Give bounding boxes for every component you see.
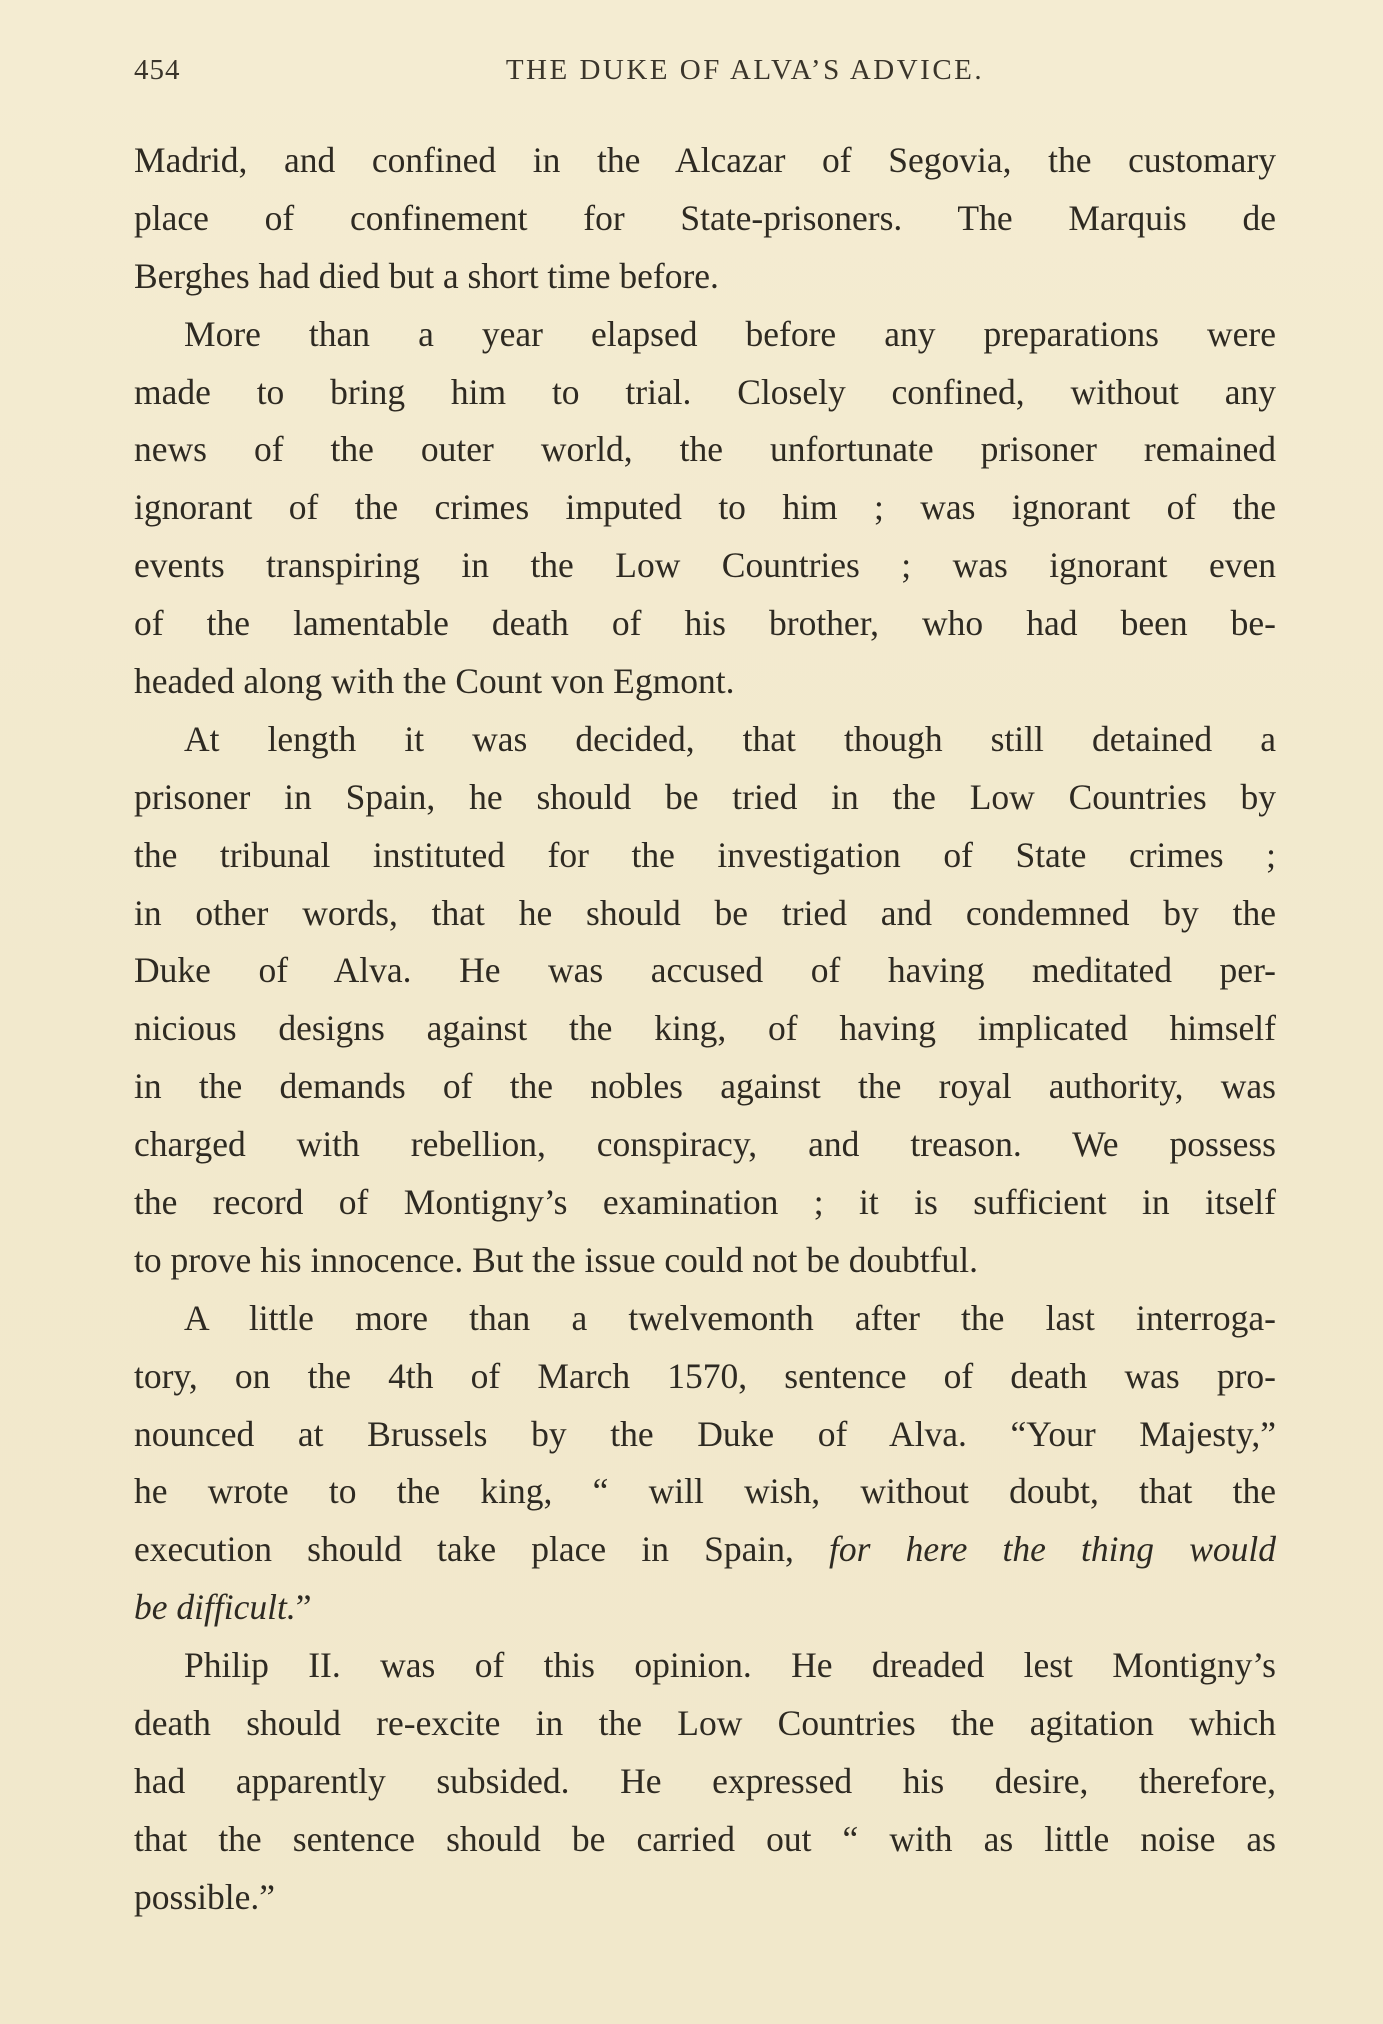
italic-text-span: for here the thing would [829,1529,1276,1570]
text-line: the tribunal instituted for the investigation of State crimes ; [134,834,1276,875]
text-line: possible.” [134,1876,275,1917]
text-line: nicious designs against the king, of having implicated himself [134,1008,1276,1049]
text-line-mixed [134,1579,1276,1637]
text-line: Duke of Alva. He was accused of having meditated per- [134,950,1276,991]
text-line: place of confinement for State-prisoners. The Marquis de [134,197,1276,238]
paragraph-start-line: At length it was decided, that though still detained a [184,718,1276,759]
text-line: tory, on the 4th of March 1570, sentence of death was pro- [134,1355,1276,1396]
text-line: made to bring him to trial. Closely confined, without any [134,371,1276,412]
text-line: to prove his innocence. But the issue could not be doubtful. [134,1239,978,1280]
text-line: death should re-excite in the Low Countries the agitation which [134,1703,1276,1744]
text-line: events transpiring in the Low Countries ; was ignorant even [134,545,1276,586]
text-line: of the lamentable death of his brother, who had been be- [134,603,1276,644]
text-line: headed along with the Count von Egmont. [134,661,735,702]
body-text [134,132,1276,1927]
text-line: he wrote to the king, “ will wish, without doubt, that the [134,1471,1276,1512]
paragraph-start-line: More than a year elapsed before any preparations were [184,313,1276,354]
running-title: THE DUKE OF ALVA’S ADVICE. [505,54,985,86]
paragraph-start-line: Philip II. was of this opinion. He dreaded lest Montigny’s [184,1645,1276,1686]
text-line: nounced at Brussels by the Duke of Alva. “Your Majesty,” [134,1413,1276,1454]
italic-text-span: be difficult. [134,1587,296,1628]
text-line: Madrid, and confined in the Alcazar of Segovia, the customary [134,140,1276,180]
text-span: ” [295,1587,312,1628]
text-line: the record of Montigny’s examination ; it is sufficient in itself [134,1182,1276,1223]
text-line: that the sentence should be carried out “ with as little noise as [134,1818,1276,1859]
text-line: in the demands of the nobles against the royal authority, was [134,1066,1276,1107]
text-line: Berghes had died but a short time before. [134,255,719,296]
text-line: in other words, that he should be tried and condemned by the [134,892,1276,933]
text-line: news of the outer world, the unfortunate prisoner remained [134,429,1276,470]
text-line: charged with rebellion, conspiracy, and treason. We possess [134,1124,1276,1165]
text-span: execution should take place in Spain, [134,1529,830,1570]
text-line: had apparently subsided. He expressed his desire, therefore, [134,1760,1276,1801]
page-number: 454 [134,54,181,86]
paragraph-start-line: A little more than a twelvemonth after the last interroga- [184,1297,1276,1338]
text-line: prisoner in Spain, he should be tried in the Low Countries by [134,776,1276,817]
text-line: ignorant of the crimes imputed to him ; was ignorant of the [134,487,1276,528]
text-line-mixed [134,1521,1276,1579]
running-head [134,54,1276,98]
